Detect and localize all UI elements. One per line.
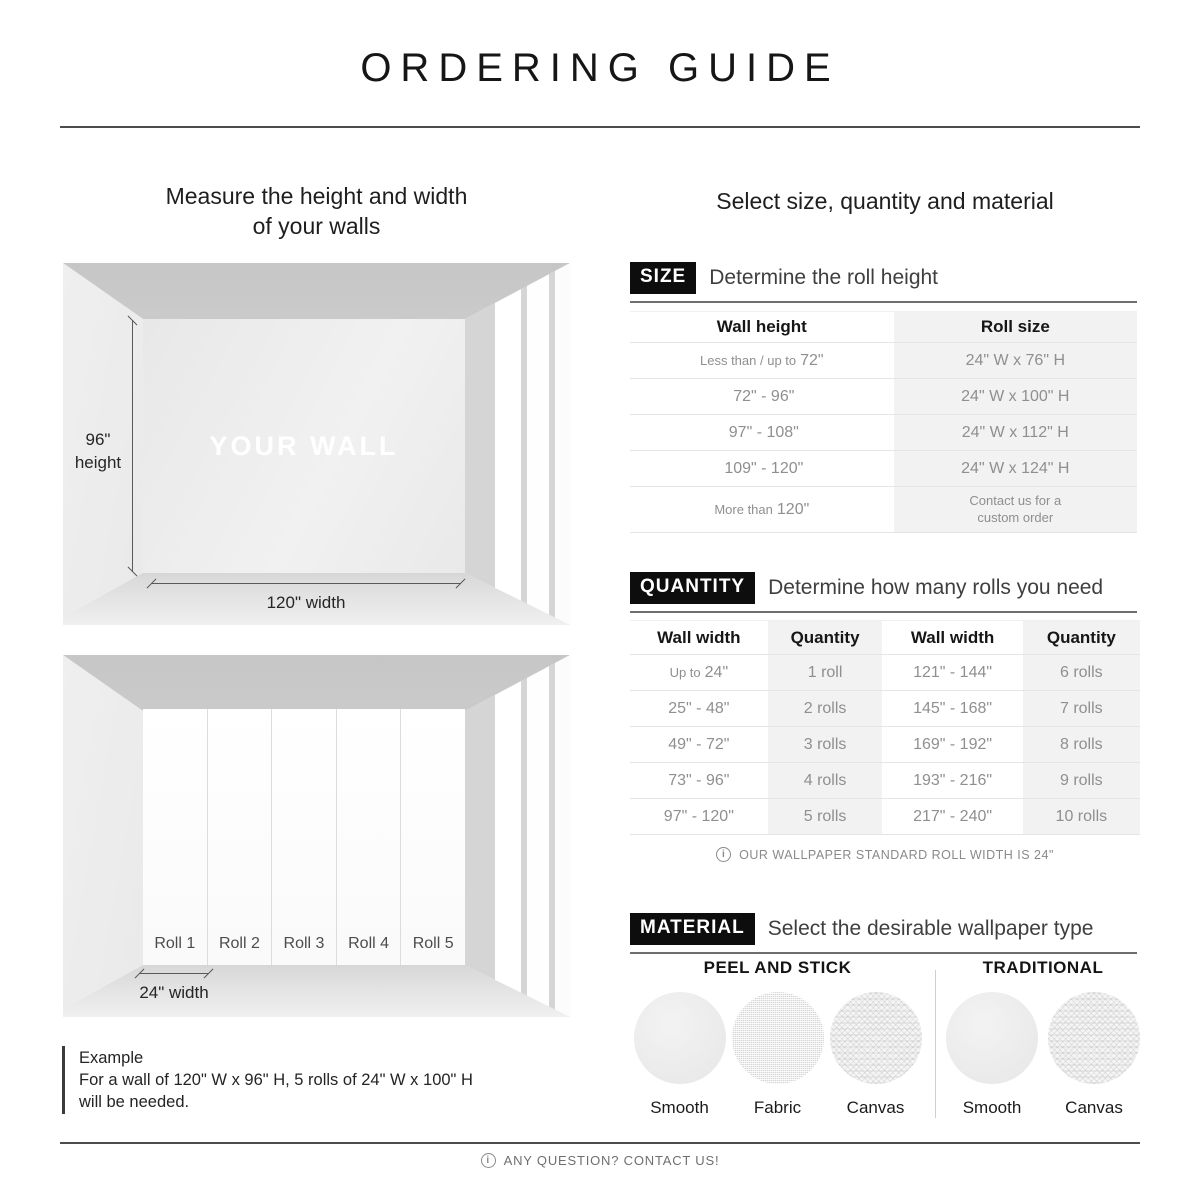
column-header: Wall height	[716, 317, 807, 336]
window-pane	[555, 655, 570, 1017]
swatch-smooth: Smooth	[634, 992, 726, 1118]
quantity-cell: 8 rolls	[1023, 727, 1140, 762]
window-pane	[495, 263, 521, 625]
table-row	[630, 691, 1140, 727]
smooth-texture-icon	[946, 992, 1038, 1084]
size-section-header	[630, 262, 1137, 303]
column-header: Wall width	[910, 627, 995, 647]
select-heading: Select size, quantity and material	[716, 188, 1054, 214]
top-divider	[60, 126, 1140, 128]
roll-label: Roll 3	[283, 935, 325, 952]
quantity-cell: 5 rolls	[768, 799, 883, 834]
swatch-row	[634, 992, 922, 1118]
roll-panel	[337, 709, 402, 965]
quantity-table	[630, 620, 1140, 835]
wall-width-cell: 145" - 168"	[913, 699, 993, 717]
contact-note	[0, 1153, 1200, 1168]
column-header: Quantity	[1023, 621, 1140, 654]
width-dimension-label: 120" width	[266, 593, 346, 612]
roll-size-cell: 24" W x 76" H	[894, 343, 1137, 378]
roll-width-dimension-label: 24" width	[139, 983, 209, 1002]
example-title: Example	[79, 1049, 144, 1067]
table-row	[630, 415, 1137, 451]
material-group-traditional	[946, 958, 1140, 1118]
wall-height-cell: More than 120"	[714, 500, 810, 518]
standard-roll-width-note	[630, 847, 1140, 862]
size-table-header-row	[630, 312, 1137, 343]
measure-heading	[63, 181, 570, 242]
height-value: 96"	[85, 430, 111, 449]
example-line2: will be needed.	[79, 1093, 190, 1112]
swatch-canvas: Canvas	[1048, 992, 1140, 1118]
quantity-cell: 2 rolls	[768, 691, 883, 726]
room-window-wall	[465, 655, 570, 1017]
height-dimension-line	[132, 320, 133, 572]
material-group-title: TRADITIONAL	[982, 958, 1104, 977]
material-badge: MATERIAL	[630, 913, 755, 945]
roll-panel	[208, 709, 273, 965]
quantity-table-header-row	[630, 621, 1140, 655]
material-section-header	[630, 913, 1137, 954]
size-badge: SIZE	[630, 262, 696, 294]
height-word: height	[74, 452, 122, 472]
measure-heading-line2: of your walls	[252, 213, 381, 240]
canvas-texture-icon	[1048, 992, 1140, 1084]
smooth-texture-icon	[634, 992, 726, 1084]
quantity-cell: 4 rolls	[768, 763, 883, 798]
wall-width-cell: 217" - 240"	[913, 807, 993, 825]
wall-height-cell: Less than / up to 72"	[700, 351, 824, 369]
material-group-title: PEEL AND STICK	[703, 958, 852, 977]
contact-text: ANY QUESTION? CONTACT US!	[503, 1153, 720, 1168]
note-text: OUR WALLPAPER STANDARD ROLL WIDTH IS 24"	[739, 847, 1054, 862]
material-description: Select the desirable wallpaper type	[767, 917, 1094, 940]
info-icon: i	[481, 1153, 496, 1168]
quantity-cell: 6 rolls	[1023, 655, 1140, 690]
roll-size-cell: 24" W x 124" H	[894, 451, 1137, 486]
height-dimension-label	[67, 429, 129, 475]
size-description: Determine the roll height	[709, 266, 939, 289]
column-header: Quantity	[768, 621, 883, 654]
wall-width-cell: Up to 24"	[669, 663, 729, 681]
your-wall-label: YOUR WALL	[209, 430, 399, 461]
table-row	[630, 379, 1137, 415]
roll-size-cell: 24" W x 112" H	[894, 415, 1137, 450]
wall-height-cell: 109" - 120"	[724, 459, 804, 477]
roll-label: Roll 5	[412, 935, 454, 952]
table-row	[630, 799, 1140, 835]
roll-panel	[143, 709, 208, 965]
info-icon: i	[716, 847, 731, 862]
material-group-peel-and-stick	[630, 958, 925, 1118]
wall-width-cell: 169" - 192"	[913, 735, 993, 753]
window-pane	[495, 655, 521, 1017]
wall-width-cell: 25" - 48"	[668, 699, 730, 717]
quantity-cell: 7 rolls	[1023, 691, 1140, 726]
quantity-cell: 3 rolls	[768, 727, 883, 762]
wall-width-cell: 49" - 72"	[668, 735, 730, 753]
swatch-smooth: Smooth	[946, 992, 1038, 1118]
roll-label: Roll 1	[154, 935, 196, 952]
measure-heading-line1: Measure the height and width	[165, 183, 468, 209]
room-back-wall	[143, 319, 465, 573]
wall-width-cell: 73" - 96"	[668, 771, 730, 789]
table-row	[630, 343, 1137, 379]
roll-size-cell: Contact us for a custom order	[894, 487, 1137, 532]
material-groups	[630, 958, 1140, 1118]
roll-label: Roll 4	[348, 935, 390, 952]
column-header: Roll size	[894, 312, 1137, 342]
roll-width-dimension-line	[139, 973, 209, 974]
wall-height-cell: 97" - 108"	[728, 423, 799, 441]
page-title: ORDERING GUIDE	[360, 46, 840, 90]
wall-width-cell: 97" - 120"	[663, 807, 734, 825]
window-pane	[555, 263, 570, 625]
quantity-cell: 1 roll	[768, 655, 883, 690]
wall-height-cell: 72" - 96"	[733, 387, 795, 405]
example-note	[62, 1046, 473, 1114]
quantity-section-header	[630, 572, 1137, 613]
width-dimension-line	[151, 583, 461, 584]
quantity-badge: QUANTITY	[630, 572, 755, 604]
canvas-texture-icon	[830, 992, 922, 1084]
table-row	[630, 487, 1137, 533]
quantity-cell: 9 rolls	[1023, 763, 1140, 798]
wall-width-cell: 121" - 144"	[913, 663, 993, 681]
swatch-row	[946, 992, 1140, 1118]
table-row	[630, 655, 1140, 691]
footer-divider	[60, 1142, 1140, 1144]
table-row	[630, 763, 1140, 799]
room-window-wall	[465, 263, 570, 625]
roll-panel	[401, 709, 465, 965]
swatch-canvas: Canvas	[830, 992, 922, 1118]
window-pane	[527, 263, 549, 625]
window-pane	[527, 655, 549, 1017]
room-illustration-rolls	[63, 655, 570, 1017]
column-header: Wall width	[657, 627, 741, 647]
roll-panel	[272, 709, 337, 965]
fabric-texture-icon	[732, 992, 824, 1084]
table-row	[630, 727, 1140, 763]
quantity-cell: 10 rolls	[1023, 799, 1140, 834]
roll-label: Roll 2	[218, 935, 260, 952]
size-table	[630, 311, 1137, 533]
wallpaper-roll-panels	[143, 709, 465, 965]
room-illustration-your-wall	[63, 263, 570, 625]
quantity-description: Determine how many rolls you need	[768, 576, 1104, 599]
swatch-fabric: Fabric	[732, 992, 824, 1118]
example-line1: For a wall of 120" W x 96" H, 5 rolls of 24" W x 100" H	[79, 1071, 473, 1090]
roll-size-cell: 24" W x 100" H	[894, 379, 1137, 414]
material-group-divider	[935, 970, 936, 1118]
table-row	[630, 451, 1137, 487]
wall-width-cell: 193" - 216"	[913, 771, 993, 789]
